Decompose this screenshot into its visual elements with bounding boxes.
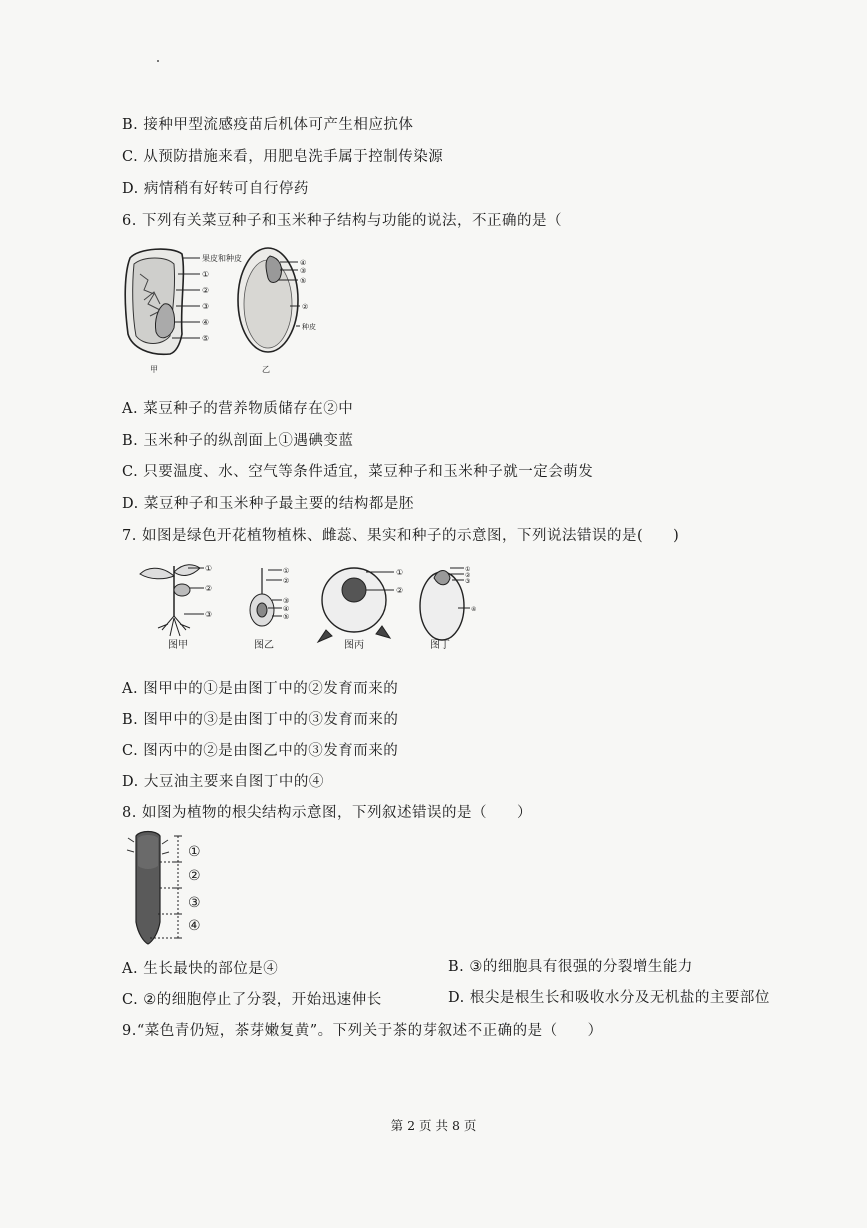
q6-option-a: A. 菜豆种子的营养物质储存在②中 <box>122 401 354 417</box>
svg-text:①: ① <box>205 564 213 573</box>
svg-text:②: ② <box>396 586 404 595</box>
plant-drawing <box>140 564 212 636</box>
svg-text:④: ④ <box>471 606 477 613</box>
q8-option-b: B. ③的细胞具有很强的分裂增生能力 <box>448 959 693 975</box>
q8-stem: 8. 如图为植物的根尖结构示意图，下列叙述错误的是（ ） <box>122 805 532 821</box>
svg-text:⑤: ⑤ <box>202 334 210 343</box>
jia-label-seedcoat: 果皮和种皮 <box>202 254 242 263</box>
q9-stem: 9.“菜色青仍短，茶芽嫩复黄”。下列关于茶的芽叙述不正确的是（ ） <box>122 1023 603 1039</box>
fruit-drawing <box>318 568 403 642</box>
q6-option-b: B. 玉米种子的纵剖面上①遇碘变蓝 <box>122 433 354 449</box>
yi-caption: 乙 <box>262 365 270 374</box>
q7-option-c: C. 图丙中的②是由图乙中的③发育而来的 <box>122 743 399 759</box>
svg-text:①: ① <box>202 270 210 279</box>
q7-stem: 7. 如图是绿色开花植物植株、雌蕊、果实和种子的示意图，下列说法错误的是( ) <box>122 528 680 544</box>
page-footer: 第 2 页 共 8 页 <box>390 1118 477 1133</box>
svg-text:③: ③ <box>202 302 210 311</box>
svg-text:①: ① <box>396 568 404 577</box>
svg-text:①: ① <box>465 566 471 573</box>
svg-text:③: ③ <box>300 267 307 275</box>
q5-option-b: B. 接种甲型流感疫苗后机体可产生相应抗体 <box>122 117 414 133</box>
q6-seed-figure <box>120 244 330 376</box>
svg-text:④: ④ <box>283 605 290 613</box>
svg-text:⑤: ⑤ <box>300 277 307 285</box>
svg-text:①: ① <box>283 567 290 575</box>
q8-option-d: D. 根尖是根生长和吸收水分及无机盐的主要部位 <box>448 990 770 1006</box>
svg-text:②: ② <box>202 286 210 295</box>
root-label-3: ③ <box>188 895 201 911</box>
caption-jia: 图甲 <box>168 640 188 651</box>
corn-seed-drawing <box>238 248 316 374</box>
yi-label-seedcoat: 种皮 <box>302 323 316 331</box>
q6-option-c: C. 只要温度、水、空气等条件适宜，菜豆种子和玉米种子就一定会萌发 <box>122 464 594 480</box>
bean-seed-drawing <box>125 249 242 374</box>
q8-option-c: C. ②的细胞停止了分裂，开始迅速伸长 <box>122 992 382 1008</box>
caption-yi: 图乙 <box>254 640 274 651</box>
svg-text:③: ③ <box>465 578 471 585</box>
q6-option-d: D. 菜豆种子和玉米种子最主要的结构都是胚 <box>122 496 414 512</box>
svg-text:④: ④ <box>300 259 307 267</box>
root-label-1: ① <box>188 844 201 860</box>
caption-ding: 图丁 <box>430 640 450 651</box>
q5-option-c: C. 从预防措施来看，用肥皂洗手属于控制传染源 <box>122 149 444 165</box>
q7-option-b: B. 图甲中的③是由图丁中的③发育而来的 <box>122 712 399 728</box>
svg-text:④: ④ <box>202 318 210 327</box>
pistil-drawing <box>250 567 289 626</box>
svg-text:②: ② <box>465 572 471 579</box>
q8-root-tip-figure <box>122 826 222 948</box>
jia-caption: 甲 <box>150 365 158 374</box>
root-label-4: ④ <box>188 918 201 934</box>
bean-embryo-drawing <box>420 566 476 640</box>
q6-stem: 6. 下列有关菜豆种子和玉米种子结构与功能的说法，不正确的是（ <box>122 213 562 229</box>
root-label-2: ② <box>188 868 201 884</box>
scan-speck <box>157 60 159 62</box>
caption-bing: 图丙 <box>344 640 364 651</box>
svg-text:③: ③ <box>205 610 213 619</box>
svg-text:②: ② <box>302 303 309 311</box>
q5-option-d: D. 病情稍有好转可自行停药 <box>122 181 309 197</box>
svg-text:②: ② <box>283 577 290 585</box>
q7-option-d: D. 大豆油主要来自图丁中的④ <box>122 774 324 790</box>
svg-text:⑤: ⑤ <box>283 613 290 621</box>
q8-option-a: A. 生长最快的部位是④ <box>122 961 279 977</box>
svg-text:③: ③ <box>283 597 290 605</box>
q7-option-a: A. 图甲中的①是由图丁中的②发育而来的 <box>122 681 399 697</box>
svg-text:②: ② <box>205 584 213 593</box>
